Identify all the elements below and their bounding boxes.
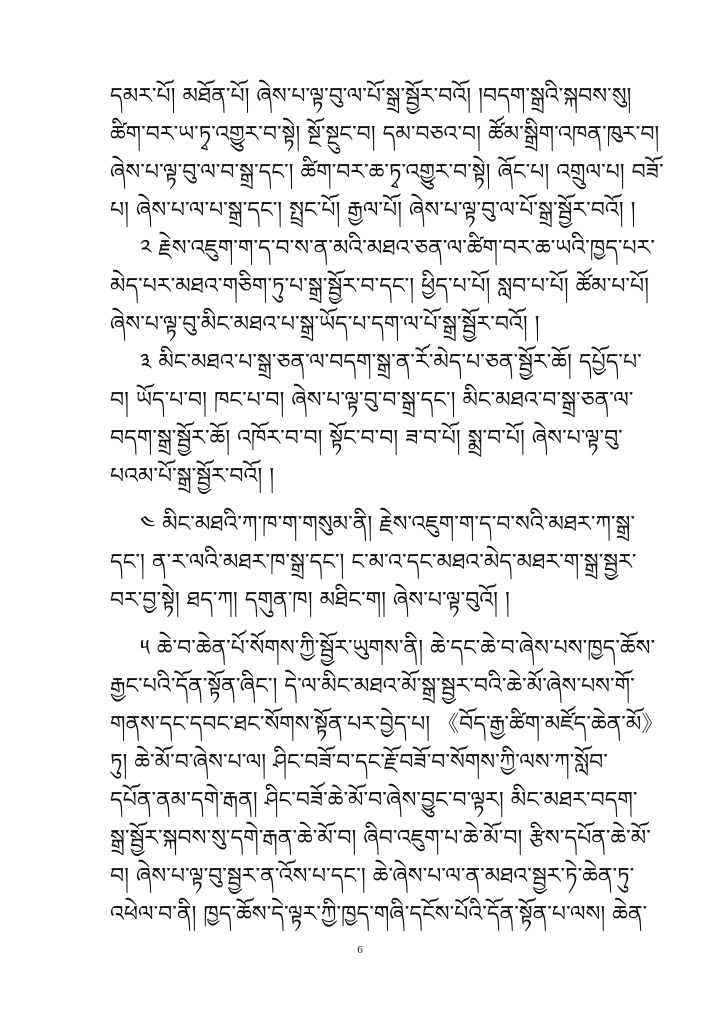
text-line: ༣ མིང་མཐའ་པ་སྒྲ་ཅན་ལ་བདག་སྒྲ་ན་རོ་མེད་པ་ཅན་སྦྱོར་ཆོ། དཔྱོད་པ་ — [140, 350, 642, 375]
text-line: ༤ མིང་མཐའི་ཀ་ཁ་ག་གསུམ་ནི། རྗེས་འཇུག་ག་ད་བ་སའི་མཐར་ཀ་སྒྲ་ — [140, 512, 636, 537]
text-line: ཞེས་པ་ལྟ་བུ་མིང་མཐའ་པ་སྒྲ་ཡོད་པ་དག་ལ་པོ་སྒྲ་སྦྱོར་བའོ། ། — [110, 312, 540, 337]
text-line: ཞེས་པ་ལྟ་བུ་ལ་བ་སྒྲ་དང་། ཚིག་བར་ཆ་ཏྭ་འགྱུར་བ་སྟེ། ཞོང་པ། འགྲུལ་པ། བཟོ་ — [110, 160, 664, 185]
text-line: འཕེལ་བ་ནི། ཁྱད་ཆོས་དེ་ལྟར་ཀྱི་ཁྱད་གཞི་དངོས་པོའི་དོན་སྟོན་པ་ལས། ཆེན་ — [110, 902, 648, 927]
text-line: མེད་པར་མཐའ་གཅིག་ཏུ་པ་སྒྲ་སྦྱོར་བ་དང་། ཕྱིད་པ་པོ། སླབ་པ་པོ། ཚོམ་པ་པོ། — [110, 274, 650, 299]
text-line: དང་། ན་ར་ལའི་མཐར་ཁ་སྒྲ་དང་། ང་མ་འ་དང་མཐའ་མེད་མཐར་ག་སྒྲ་སྦྱར་ — [110, 550, 637, 575]
text-line: གནས་དང་དབང་ཐང་སོགས་སྟོན་པར་བྱེད་པ། 《བོད་རྒྱ་ཚིག་མཛོད་ཆེན་མོ》 — [110, 712, 664, 737]
text-line: བ། ཞེས་པ་ལྟ་བུ་སྦྱར་ན་འོས་པ་དང་། ཆེ་ཞེས་པ་ལ་ན་མཐའ་སྦྱར་ཏེ་ཆེན་ཏུ་ — [110, 864, 635, 889]
text-line: རྒྱང་པའི་དོན་སྟོན་ཞིང་། དེ་ལ་མིང་མཐའ་མོ་སྒྲ་སྦྱར་བའི་ཆེ་མོ་ཞེས་པས་གོ་ — [110, 674, 635, 699]
text-line: བར་བྱ་སྟེ། ཐད་ཀ། དགུན་ཁ། མཐིང་ག། ཞེས་པ་ལྟ་བུའོ། ། — [110, 588, 510, 613]
body-text — [110, 78, 664, 927]
text-line: པའམ་པོ་སྒྲ་སྦྱོར་བའོ། ། — [110, 464, 275, 489]
text-line: ༥ ཆེ་བ་ཆེན་པོ་སོགས་ཀྱི་སྦྱོར་ཡུགས་ནི། ཆེ་དང་ཆེ་བ་ཞེས་པས་ཁྱད་ཆོས་ — [140, 636, 656, 661]
text-line: ༢ རྗེས་འཇུག་ག་ད་བ་ས་ན་མའི་མཐའ་ཅན་ལ་ཚིག་བར་ཆ་ཡའི་ཁྱད་པར་ — [140, 236, 655, 261]
text-line: དཔོན་ནམ་དགེ་རྒན། ཤིང་བཟོ་ཆེ་མོ་བ་ཞེས་བྱུང་བ་ལྟར། མིང་མཐར་བདག་ — [110, 788, 638, 813]
text-line: བདག་སྒྲ་སྦྱོར་ཆོ། འཁོར་བ་བ། སྟོང་བ་བ། ཟ་བ་པོ། སྨྲ་བ་པོ། ཞེས་པ་ལྟ་བུ་ — [110, 426, 623, 451]
page-number: 6 — [357, 944, 363, 956]
text-line: ཚིག་བར་ཡ་ཏྭ་འགྱུར་བ་སྟེ། སྔོ་སྔུང་བ། དམ་བཅའ་བ། ཚོམ་སྒྲིག་འཁན་ཁུར་བ། — [110, 122, 660, 147]
text-line: ཏུ། ཆེ་མོ་བ་ཞེས་པ་ལ། ཤིང་བཟོ་བ་དང་རྗོ་བཟོ་བ་སོགས་ཀྱི་ལས་ཀ་སློབ་ — [110, 750, 608, 775]
text-line: བ། ཡོད་པ་བ། ཁང་པ་བ། ཞེས་པ་ལྟ་བུ་བ་སྒྲ་དང་། མིང་མཐའ་བ་སྒྲ་ཅན་ལ་ — [110, 388, 634, 413]
text-line: དམར་པོ། མཐོན་པོ། ཞེས་པ་ལྟ་བུ་ལ་པོ་སྒྲ་སྦྱོར་བའོ། །བདག་སྒྲའི་སྐབས་སུ། — [110, 84, 632, 109]
text-line: པ། ཞེས་པ་ལ་པ་སྒྲ་དང་། སྤྲང་པོ། རྒྱལ་པོ། ཞེས་པ་ལྟ་བུ་ལ་པོ་སྒྲ་སྦྱོར་བའོ། ། — [110, 198, 636, 223]
text-line: སྒྲ་སྦྱོར་སྐབས་སུ་དགེ་རྒན་ཆེ་མོ་བ། ཞིབ་འཇུག་པ་ཆེ་མོ་བ། རྩིས་དཔོན་ཆེ་མོ་ — [110, 826, 651, 851]
